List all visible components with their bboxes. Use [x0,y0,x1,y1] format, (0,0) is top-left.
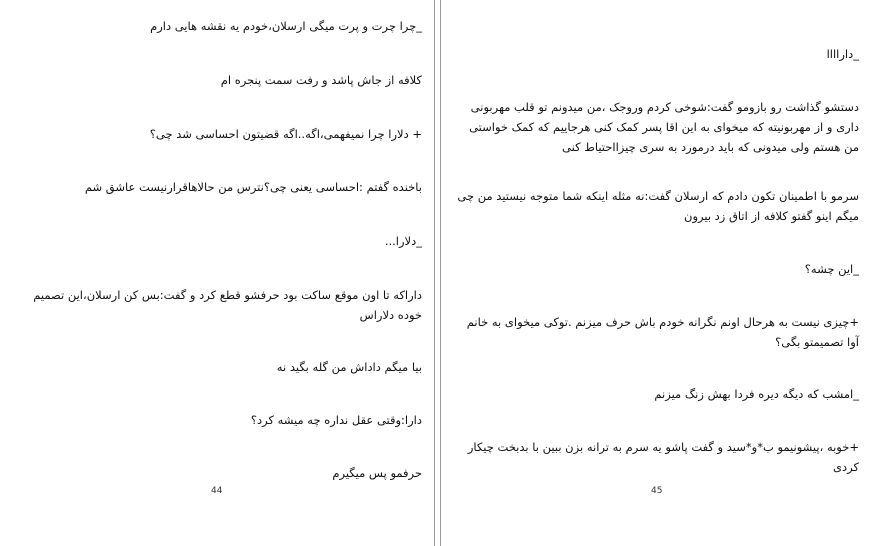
paragraph: بیا میگم داداش من گله بگید نه [276,360,422,374]
left-page [0,0,434,546]
paragraph: _داراااا [826,47,859,61]
paragraph: داراکه تا اون موقع ساکت بود حرفشو قطع کرد و گفت:بس کن ارسلان،این تصمیم خوده دلاراس [33,288,422,322]
paragraph: _چرا چرت و پرت میگی ارسلان،خودم یه نقشه هایی دارم [150,19,422,33]
paragraph: باخنده گفتم :احساسی یعنی چی؟نترس من حالاهاقرارنیست عاشق شم [84,180,422,194]
paragraph: _این چشه؟ [804,262,859,276]
paragraph: _امشب که دیگه دیره فردا بهش زنگ میزنم [654,387,859,401]
paragraph: کلافه از جاش پاشد و رفت سمت پنجره ام [220,73,422,87]
paragraph: دستشو گذاشت رو بازومو گفت:شوخی کردم وروجک ،من میدونم تو قلب مهربونی داری و از مهربونیته که میخوای به این اقا پسر کمک کنی هرجاییم که کمک خواستی من هستم ولی میدونی که باید درمورد به سری چیزااحتیاط کنی [469,100,859,154]
page-number: 44 [211,486,223,496]
paragraph: + دلارا چرا نمیفهمی،اگه..اگه قضیتون احساسی شد چی؟ [149,127,422,141]
page-number: 45 [651,486,663,496]
paragraph: +چیزی نیست به هرحال اونم نگرانه خودم باش حرف میزنم .توکی میخوای به خانم آوا تصمیمتو بگی؟ [466,315,859,349]
paragraph: +خوبه ،پیشونیمو ب*و*سید و گفت پاشو یه سرم به ترانه بزن ببین با بدبخت چیکار کردی [467,440,859,474]
book-gutter [434,0,441,546]
paragraph: سرمو با اطمینان تکون دادم که ارسلان گفت:نه مثله اینکه شما متوجه نیستید من چی میگم اینو گفتو کلافه از اتاق زد بیرون [457,189,859,223]
paragraph: _دلارا... [384,234,422,248]
paragraph: دارا:وقتی عقل نداره چه میشه کرد؟ [250,413,422,427]
right-page [441,0,874,546]
paragraph: حرفمو پس میگیرم [332,466,422,480]
